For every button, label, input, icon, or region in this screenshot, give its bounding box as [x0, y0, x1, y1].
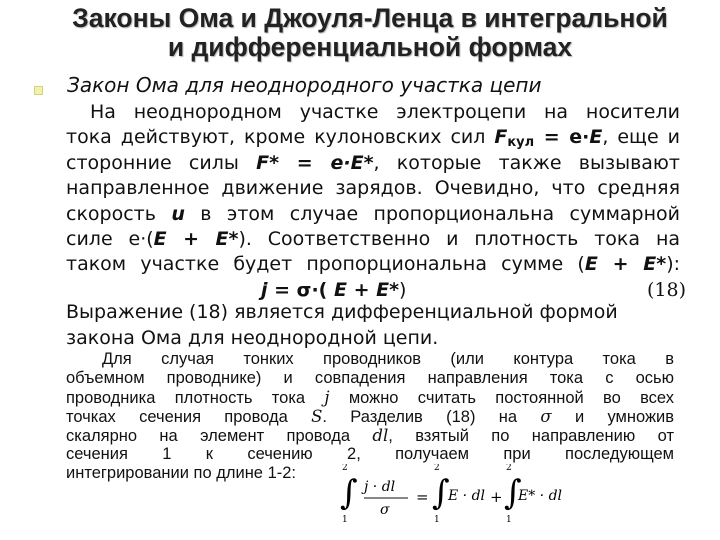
upper-limit: 2: [342, 464, 348, 473]
paragraph-ohm-law: [66, 100, 686, 305]
text-line: На неоднородном участке электроцепи на носители: [90, 101, 680, 123]
text-line: проводника плотность тока j можно считать постоянной во всех: [66, 388, 674, 407]
text-line: скалярно на элемент провода dl, взятый по направлению от: [66, 426, 675, 445]
integrand-e-star: E* · dl: [518, 488, 563, 504]
integral-sign-icon: ∫: [432, 473, 450, 513]
text-line: направленное движение зарядов. Очевидно, что средняя: [66, 177, 680, 200]
lower-limit: 1: [506, 515, 512, 525]
lower-limit: 1: [342, 515, 348, 525]
title-line-2: и дифференциальной формах: [167, 32, 573, 62]
text-line: точках сечения провода S. Разделив (18) на σ и умножив: [66, 407, 674, 426]
text-line: тока действуют, кроме кулоновских сил Fкул = e·E, еще и: [66, 126, 680, 151]
paragraph-conclusion: [66, 300, 646, 351]
slide-title: [30, 4, 710, 62]
integral-equation: [340, 464, 565, 534]
text-line: Выражение (18) является дифференциальной формой: [66, 301, 618, 323]
integral-sign-icon: ∫: [340, 473, 358, 513]
fraction-numerator: j · dl: [364, 479, 396, 495]
title-line-1: Законы Ома и Джоуля-Ленца в интегральной: [72, 3, 668, 33]
upper-limit: 2: [434, 464, 440, 473]
lower-limit: 1: [434, 515, 440, 525]
text-line: Для случая тонких проводников (или контура тока в: [102, 350, 674, 368]
text-line: сечения 1 к сечению 2, получаем при последующем: [66, 445, 674, 463]
text-line: объемном проводнике) и совпадения направления тока с осью: [66, 369, 674, 387]
upper-limit: 2: [506, 464, 512, 473]
text-line: сторонние силы F* = e·E*, которые также вызывают: [66, 151, 680, 174]
text-line: силе e·(E + E*). Соответственно и плотность тока на: [66, 227, 681, 250]
text-line: закона Ома для неоднородной цепи.: [66, 326, 439, 349]
integral-sign-icon: ∫: [504, 473, 522, 513]
equation-number: (18): [646, 278, 686, 301]
equals-sign: =: [416, 488, 429, 506]
bullet-square-icon: [34, 86, 43, 95]
text-line: скорость u в этом случае пропорциональна суммарной: [66, 202, 681, 225]
fraction-denominator: σ: [380, 502, 390, 518]
plus-sign: +: [490, 488, 503, 506]
formula-text: j = σ·( E + E*): [261, 278, 407, 301]
subheading: Закон Ома для неоднородного участка цепи: [67, 73, 542, 97]
integrand-e: E · dl: [448, 488, 486, 504]
text-line: таком участке будет пропорциональна сумме (E + E*):: [66, 253, 681, 276]
text-line: интегрировании по длине 1-2:: [66, 464, 297, 482]
